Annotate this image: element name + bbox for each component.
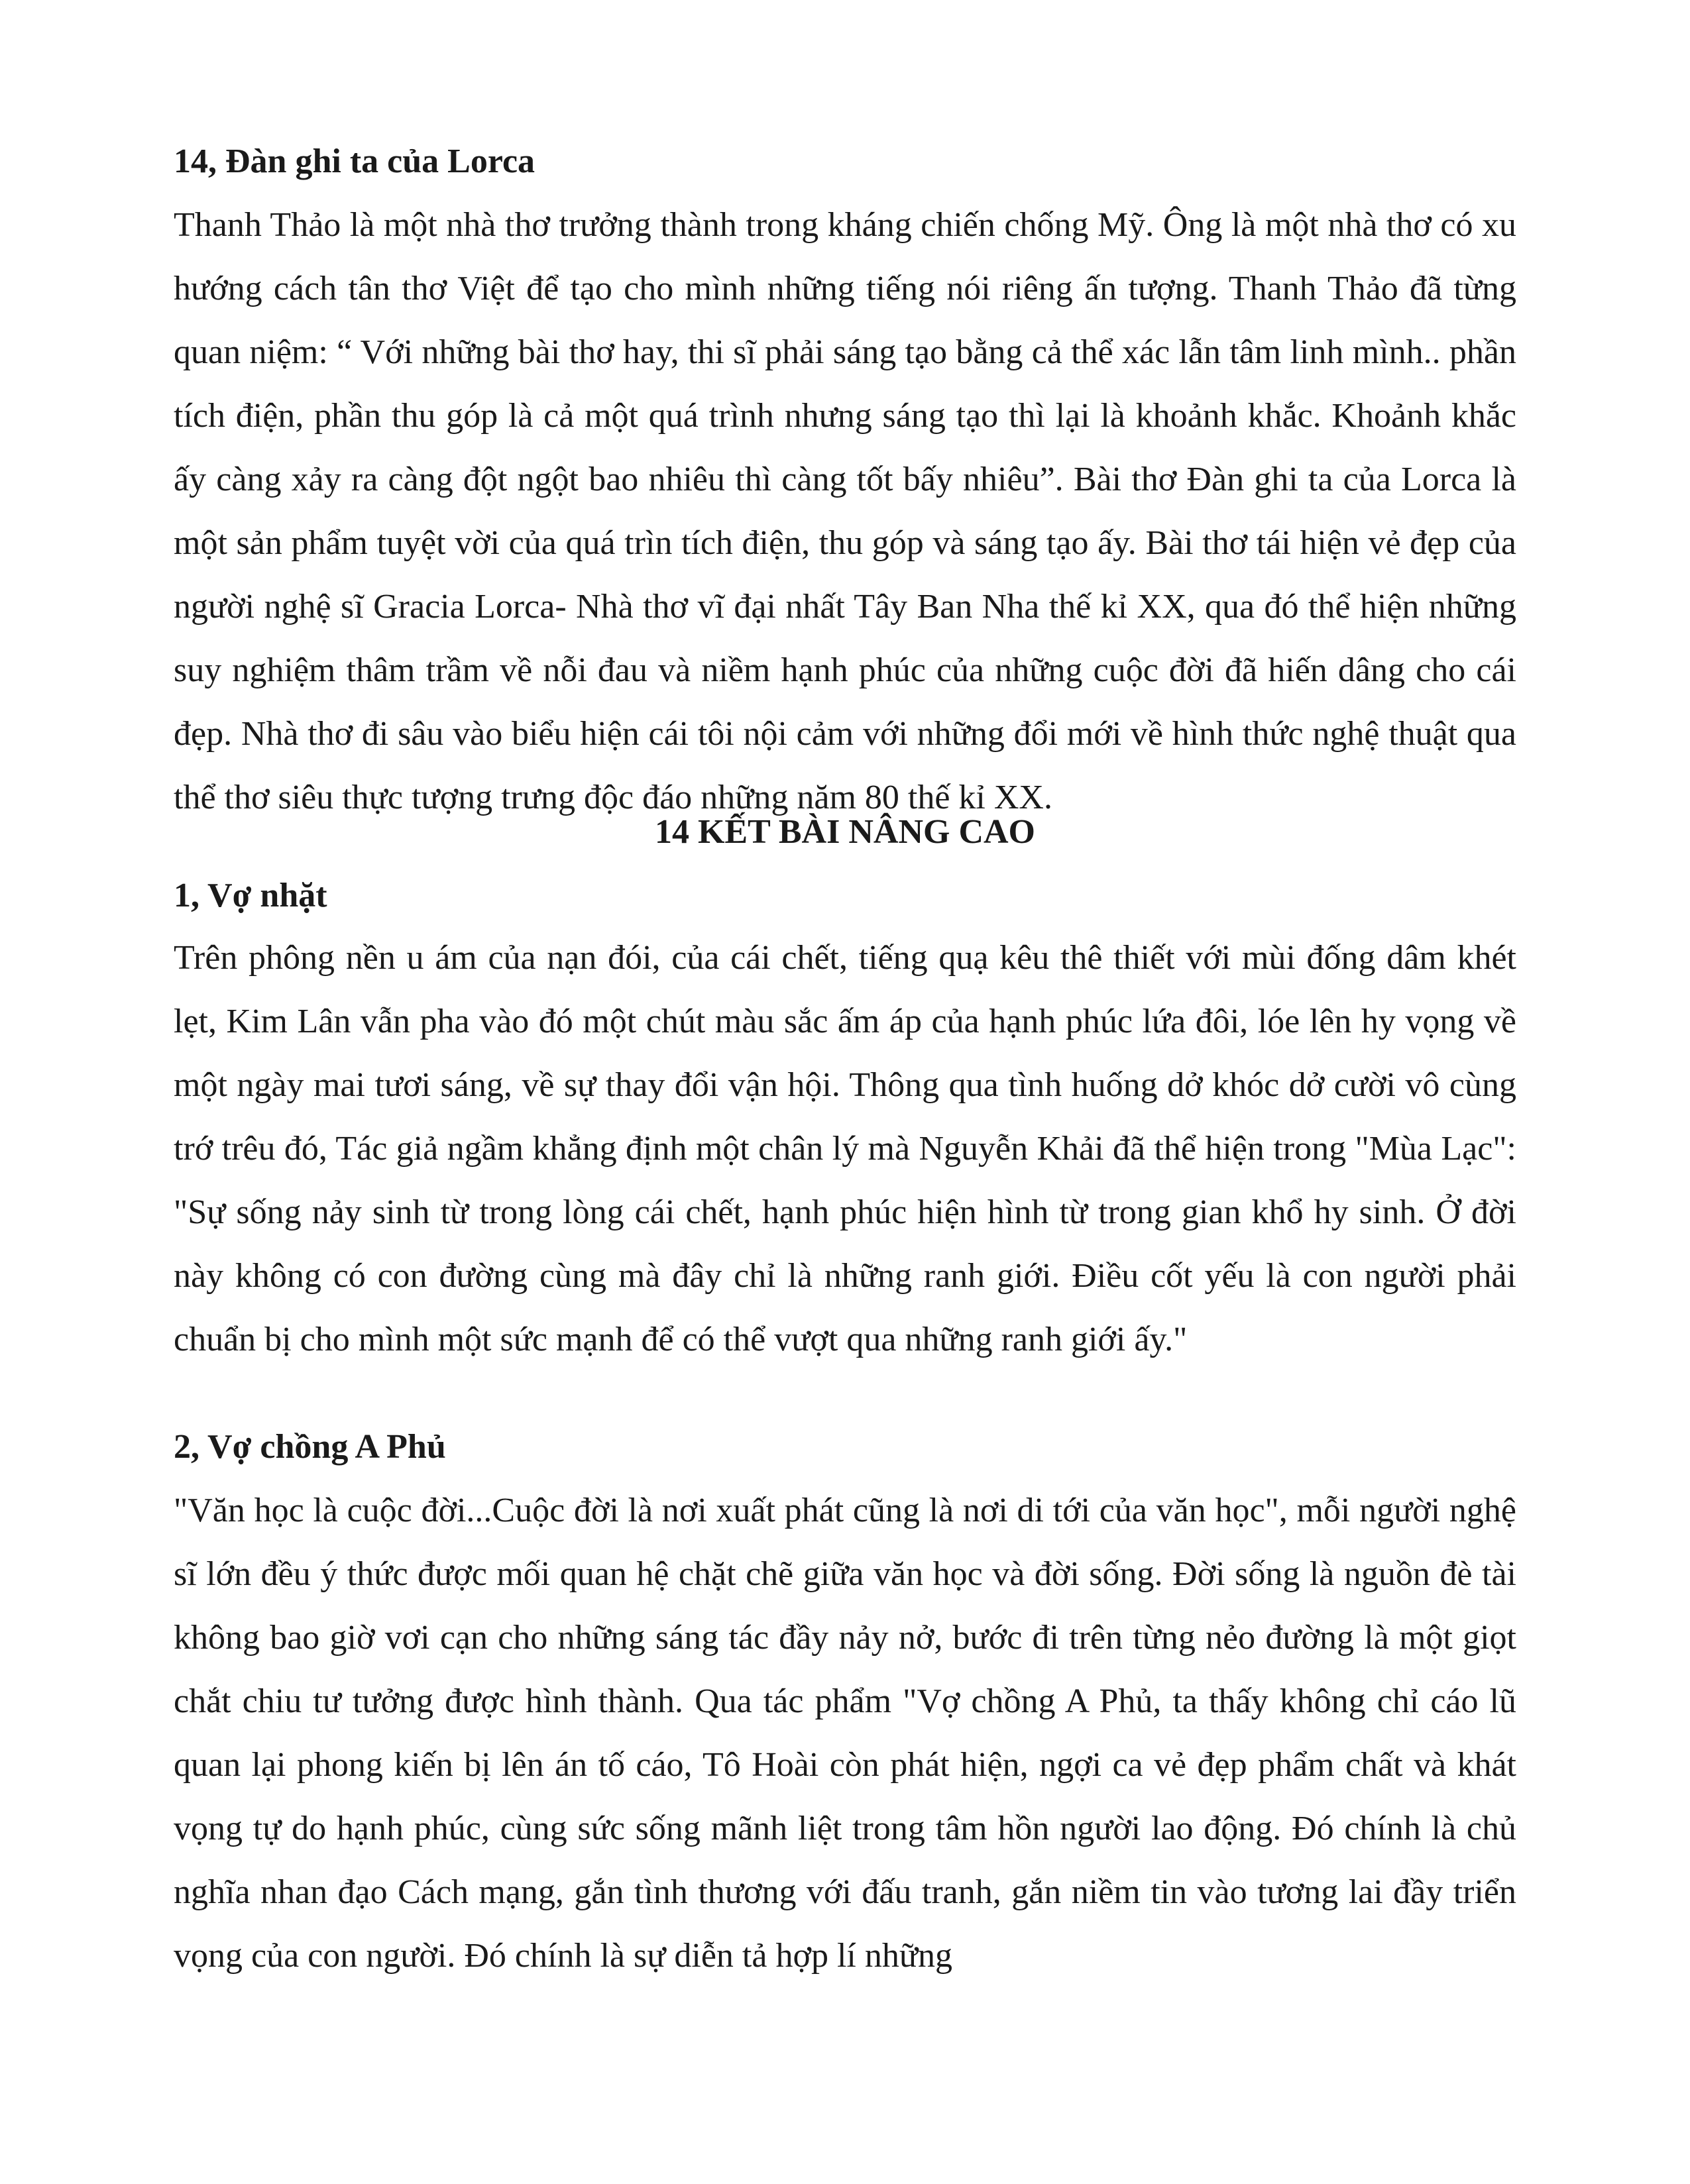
section-1-body: Trên phông nền u ám của nạn đói, của cái chết, tiếng quạ kêu thê thiết với mùi đống dâm khét lẹt, Kim Lân vẫn pha vào đó một chút màu sắc ấm áp của hạnh phúc lứa đôi, lóe lên hy vọng về một ngày mai tươi sáng, về sự thay đổi vận hội. Thông qua tình huống dở khóc dở cười vô cùng trớ trêu đó, Tác giả ngầm khẳng định một chân lý mà Nguyễn Khải đã thể hiện trong "Mùa Lạc": "Sự sống nảy sinh từ trong lòng cái chết, hạnh phúc hiện hình từ trong gian khổ hy sinh. Ở đời này không có con đường cùng mà đây chỉ là những ranh giới. Điều cốt yếu là con người phải chuẩn bị cho mình một sức mạnh để có thể vượt qua những ranh giới ấy."	[174, 939, 1516, 1358]
section-2-body: "Văn học là cuộc đời...Cuộc đời là nơi xuất phát cũng là nơi di tới của văn học", mỗi người nghệ sĩ lớn đều ý thức được mối quan hệ chặt chẽ giữa văn học và đời sống. Đời sống là nguồn đè tài không bao giờ vơi cạn cho những sáng tác đầy nảy nở, bước đi trên từng nẻo đường là một giọt chắt chiu tư tưởng được hình thành. Qua tác phẩm "Vợ chồng A Phủ, ta thấy không chỉ cáo lũ quan lại phong kiến bị lên án tố cáo, Tô Hoài còn phát hiện, ngợi ca vẻ đẹp phẩm chất và khát vọng tự do hạnh phúc, cùng sức sống mãnh liệt trong tâm hồn người lao động. Đó chính là chủ nghĩa nhan đạo Cách mạng, gắn tình thương với đấu tranh, gắn niềm tin vào tương lai đầy triển vọng của con người. Đó chính là sự diễn tả hợp lí những	[174, 1492, 1516, 1975]
section-2-title: 2, Vợ chồng A Phủ	[174, 1428, 446, 1466]
section-14-body: Thanh Thảo là một nhà thơ trưởng thành trong kháng chiến chống Mỹ. Ông là một nhà thơ có xu hướng cách tân thơ Việt để tạo cho mình những tiếng nói riêng ấn tượng. Thanh Thảo đã từng quan niệm: “ Với những bài thơ hay, thi sĩ phải sáng tạo bằng cả thể xác lẫn tâm linh mình.. phần tích điện, phần thu góp là cả một quá trình nhưng sáng tạo thì lại là khoảnh khắc. Khoảnh khắc ấy càng xảy ra càng đột ngột bao nhiêu thì càng tốt bấy nhiêu”. Bài thơ Đàn ghi ta của Lorca là một sản phẩm tuyệt vời của quá trìn tích điện, thu góp và sáng tạo ấy. Bài thơ tái hiện vẻ đẹp của người nghệ sĩ Gracia Lorca- Nhà thơ vĩ đại nhất Tây Ban Nha thế kỉ XX, qua đó thể hiện những suy nghiệm thâm trầm về nỗi đau và niềm hạnh phúc của những cuộc đời đã hiến dâng cho cái đẹp. Nhà thơ đi sâu vào biểu hiện cái tôi nội cảm với những đổi mới về hình thức nghệ thuật qua thể thơ siêu thực tượng trưng độc đáo những năm 80 thế kỉ XX.	[174, 206, 1516, 816]
section-14-title: 14, Đàn ghi ta của Lorca	[174, 142, 535, 180]
section-1-title: 1, Vợ nhặt	[174, 877, 327, 914]
main-heading: 14 KẾT BÀI NÂNG CAO	[654, 813, 1035, 851]
